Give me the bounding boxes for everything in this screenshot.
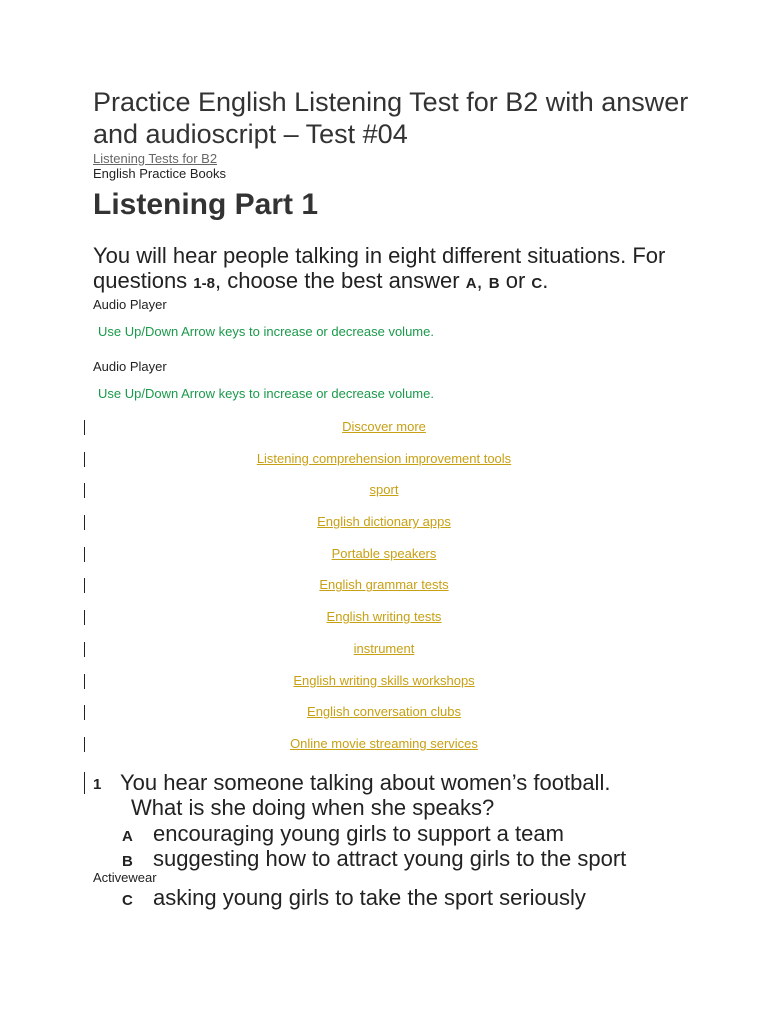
section-heading: Listening Part 1 <box>93 188 319 221</box>
question-text-line-2: What is she doing when she speaks? <box>131 795 495 820</box>
volume-hint: Use Up/Down Arrow keys to increase or decrease volume. <box>98 386 434 401</box>
instructions <box>93 243 693 296</box>
instructions-text-1: You will hear people talking in eight different situations. For questions <box>93 243 666 293</box>
category-label: English Practice Books <box>93 166 226 181</box>
list-item <box>84 576 684 608</box>
list-item <box>84 418 684 450</box>
option-b[interactable] <box>122 846 626 874</box>
list-item <box>84 513 684 545</box>
link-portable-speakers[interactable]: Portable speakers <box>331 545 437 561</box>
link-instrument[interactable]: instrument <box>353 640 415 656</box>
breadcrumb-link[interactable]: Listening Tests for B2 <box>93 151 218 166</box>
link-writing-tests[interactable]: English writing tests <box>326 609 442 625</box>
question-number: 1 <box>93 776 102 793</box>
list-item <box>84 735 684 767</box>
link-grammar-tests[interactable]: English grammar tests <box>319 577 449 593</box>
option-text: suggesting how to attract young girls to the sport <box>153 846 627 871</box>
audio-player-label: Audio Player <box>93 297 167 312</box>
audio-player-label: Audio Player <box>93 359 167 374</box>
list-item <box>84 545 684 577</box>
list-item <box>84 703 684 735</box>
option-text: encouraging young girls to support a team <box>153 821 564 846</box>
inline-label: Activewear <box>93 870 157 885</box>
audio-player-2[interactable] <box>93 359 693 401</box>
answer-letter-a: A <box>465 275 477 292</box>
list-item <box>84 450 684 482</box>
option-c[interactable] <box>122 885 586 913</box>
link-dictionary-apps[interactable]: English dictionary apps <box>317 514 451 530</box>
question-text-line-1: You hear someone talking about women’s football. <box>120 770 611 795</box>
list-item <box>84 640 684 672</box>
page-title: Practice English Listening Test for B2 with answer and audioscript – Test #04 <box>93 87 689 149</box>
list-item <box>84 608 684 640</box>
list-item <box>84 672 684 704</box>
link-listening-tools[interactable]: Listening comprehension improvement tools <box>256 450 512 466</box>
link-conversation-clubs[interactable]: English conversation clubs <box>307 704 461 720</box>
link-movie-streaming[interactable]: Online movie streaming services <box>290 735 478 751</box>
option-letter: A <box>122 828 133 845</box>
answer-letter-c: C <box>531 275 543 292</box>
volume-hint: Use Up/Down Arrow keys to increase or decrease volume. <box>98 324 434 339</box>
separator-2: or <box>499 268 532 293</box>
link-sport[interactable]: sport <box>369 482 399 498</box>
instructions-text-2: , choose the best answer <box>214 268 466 293</box>
option-text: asking young girls to take the sport seriously <box>153 885 586 910</box>
link-discover-more[interactable]: Discover more <box>342 419 426 434</box>
option-a[interactable] <box>122 821 564 849</box>
list-marker <box>84 772 85 794</box>
answer-letter-b: B <box>488 275 500 292</box>
list-item <box>84 481 684 513</box>
instructions-end: . <box>542 268 549 293</box>
option-letter: B <box>122 853 133 870</box>
question-text <box>120 770 680 820</box>
option-letter: C <box>122 892 133 909</box>
separator-1: , <box>476 268 489 293</box>
audio-player-1[interactable] <box>93 297 693 339</box>
discover-links-list <box>84 418 684 767</box>
link-writing-workshops[interactable]: English writing skills workshops <box>293 672 475 688</box>
article-header <box>93 86 693 401</box>
question-range: 1-8 <box>193 275 215 292</box>
